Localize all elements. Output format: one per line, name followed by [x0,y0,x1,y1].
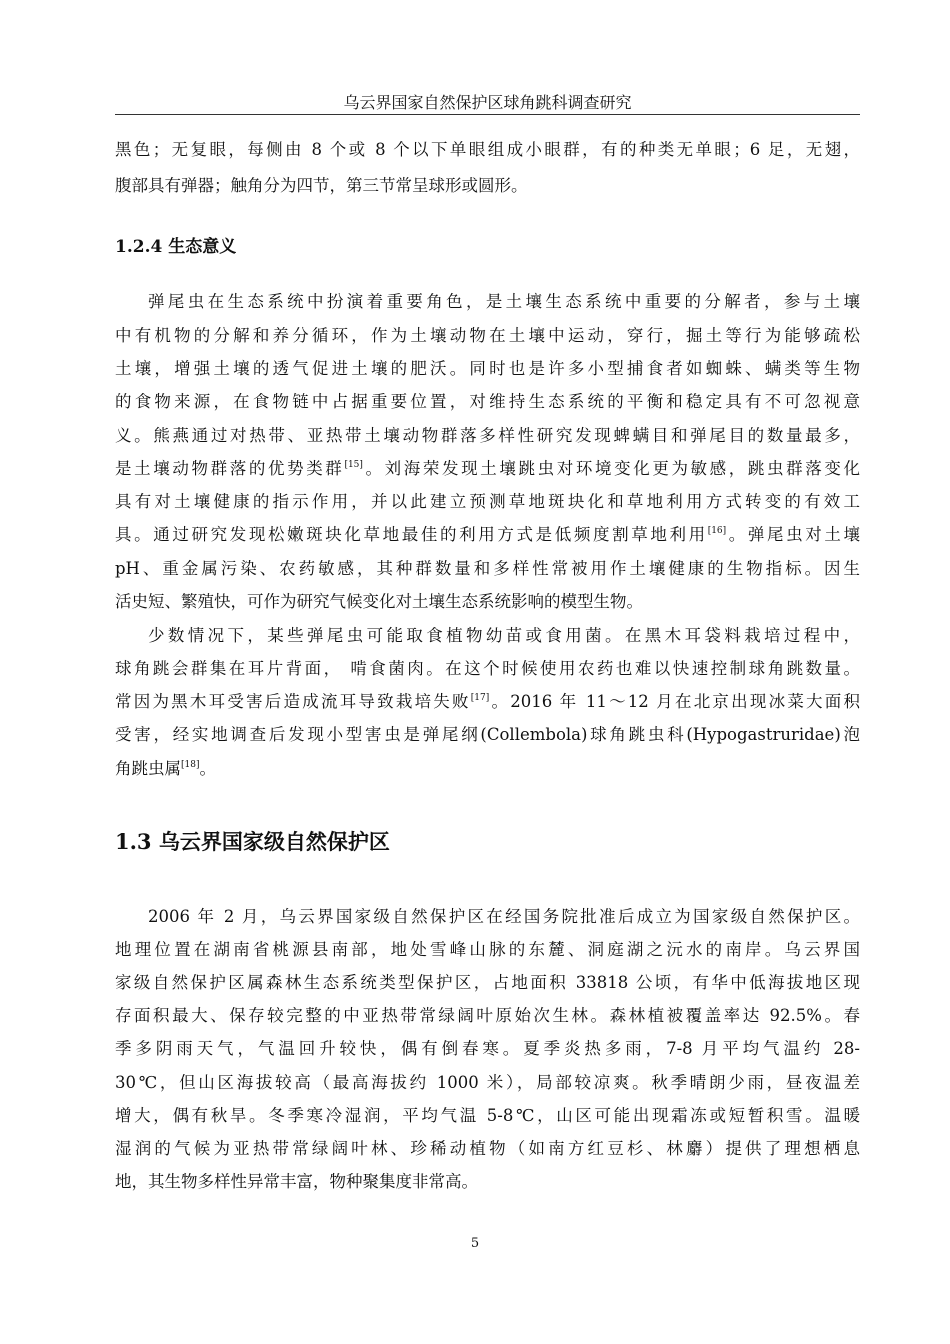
text-run: 。弹尾虫对土壤 [726,525,861,544]
paragraph-line [115,523,860,547]
paragraph-line [115,938,860,962]
text-run: 义。熊燕通过对热带、亚热带土壤动物群落多样性研究发现蜱螨目和弹尾目的数量最多， [115,426,860,445]
text-run: 具有对土壤健康的指示作用，并以此建立预测草地斑块化和草地利用方式转变的有效工 [115,492,860,511]
paragraph-line [115,657,860,681]
text-run: 活史短、繁殖快，可作为研究气候变化对土壤生态系统影响的模型生物。 [115,592,643,611]
paragraph-line [115,1004,860,1028]
text-run: 角跳虫属 [115,759,181,778]
paragraph-line [115,357,860,381]
text-run: 存面积最大、保存较完整的中亚热带常绿阔叶原始次生林。森林植被覆盖率达 92.5%。春 [115,1006,860,1025]
text-run: 球角跳会群集在耳片背面， 啃食菌肉。在这个时候使用农药也难以快速控制球角跳数量。 [115,659,860,678]
text-run: 黑色；无复眼，每侧由 8 个或 8 个以下单眼组成小眼群，有的种类无单眼；6 足，无翅， [115,140,860,159]
text-run: 。 [199,759,216,778]
paragraph-line [148,905,860,929]
paragraph-line [115,1037,860,1061]
text-run: 受害，经实地调查后发现小型害虫是弹尾纲(Collembola)球角跳虫科(Hypogastruridae)泡 [115,725,860,744]
citation-ref[interactable]: [18] [181,760,200,770]
text-run: 2006 年 2 月，乌云界国家级自然保护区在经国务院批准后成立为国家级自然保护区。 [148,907,860,926]
text-run: 的食物来源，在食物链中占据重要位置，对维持生态系统的平衡和稳定具有不可忽视意 [115,392,860,411]
paragraph-line [115,174,860,198]
header-rule [115,114,860,115]
text-run: 土壤，增强土壤的透气促进土壤的肥沃。同时也是许多小型捕食者如蜘蛛、螨类等生物 [115,359,860,378]
paragraph-line [115,1104,860,1128]
text-run: pH、重金属污染、农药敏感，其种群数量和多样性常被用作土壤健康的生物指标。因生 [115,559,860,578]
paragraph-line [115,757,860,781]
text-run: 。2016 年 11～12 月在北京出现冰菜大面积 [489,692,861,711]
text-run: 常因为黑木耳受害后造成流耳导致栽培失败 [115,692,471,711]
paragraph-line [115,1170,860,1194]
text-run: 具。通过研究发现松嫩斑块化草地最佳的利用方式是低频度割草地利用 [115,525,708,544]
text-run: 增大，偶有秋旱。冬季寒冷湿润，平均气温 5-8℃，山区可能出现霜冻或短暂积雪。温暖 [115,1106,860,1125]
paragraph-line [115,971,860,995]
section-heading: 1.2.4 生态意义 [115,237,237,257]
paragraph-line [115,424,860,448]
citation-ref[interactable]: [17] [470,693,490,703]
paragraph-line [148,624,860,648]
citation-ref[interactable]: [16] [707,526,727,536]
paragraph-line [115,690,860,714]
paragraph-line [115,138,860,162]
text-run: 地，其生物多样性异常丰富，物种聚集度非常高。 [115,1172,478,1191]
text-run: 地理位置在湖南省桃源县南部，地处雪峰山脉的东麓、洞庭湖之沅水的南岸。乌云界国 [115,940,860,959]
text-run: 家级自然保护区属森林生态系统类型保护区，占地面积 33818 公顷，有华中低海拔地区现 [115,973,860,992]
text-run: 湿润的气候为亚热带常绿阔叶林、珍稀动植物（如南方红豆杉、林麝）提供了理想栖息 [115,1139,860,1158]
text-run: 。刘海荣发现土壤跳虫对环境变化更为敏感，跳虫群落变化 [362,459,861,478]
text-run: 腹部具有弹器；触角分为四节，第三节常呈球形或圆形。 [115,176,528,195]
paragraph-line [115,490,860,514]
text-run: 是土壤动物群落的优势类群 [115,459,345,478]
paragraph-line [115,1137,860,1161]
paragraph-line [115,590,860,614]
text-run: 中有机物的分解和养分循环，作为土壤动物在土壤中运动，穿行，掘土等行为能够疏松 [115,326,860,345]
text-run: 少数情况下，某些弹尾虫可能取食植物幼苗或食用菌。在黑木耳袋料栽培过程中， [148,626,860,645]
text-run: 季多阴雨天气，气温回升较快，偶有倒春寒。夏季炎热多雨，7-8 月平均气温约 28- [115,1039,860,1058]
page-number: 5 [470,1236,480,1251]
running-header: 乌云界国家自然保护区球角跳科调查研究 [343,93,632,112]
section-heading: 1.3 乌云界国家级自然保护区 [115,829,390,854]
paragraph-line [115,723,860,747]
paragraph-line [148,290,860,314]
paragraph-line [115,557,860,581]
text-run: 30℃，但山区海拔较高（最高海拔约 1000 米），局部较凉爽。秋季晴朗少雨，昼夜温差 [115,1073,860,1092]
paragraph-line [115,390,860,414]
citation-ref[interactable]: [15] [344,460,363,470]
paragraph-line [115,457,860,481]
paragraph-line [115,1071,860,1095]
paragraph-line [115,324,860,348]
text-run: 弹尾虫在生态系统中扮演着重要角色，是土壤生态系统中重要的分解者，参与土壤 [148,292,860,311]
